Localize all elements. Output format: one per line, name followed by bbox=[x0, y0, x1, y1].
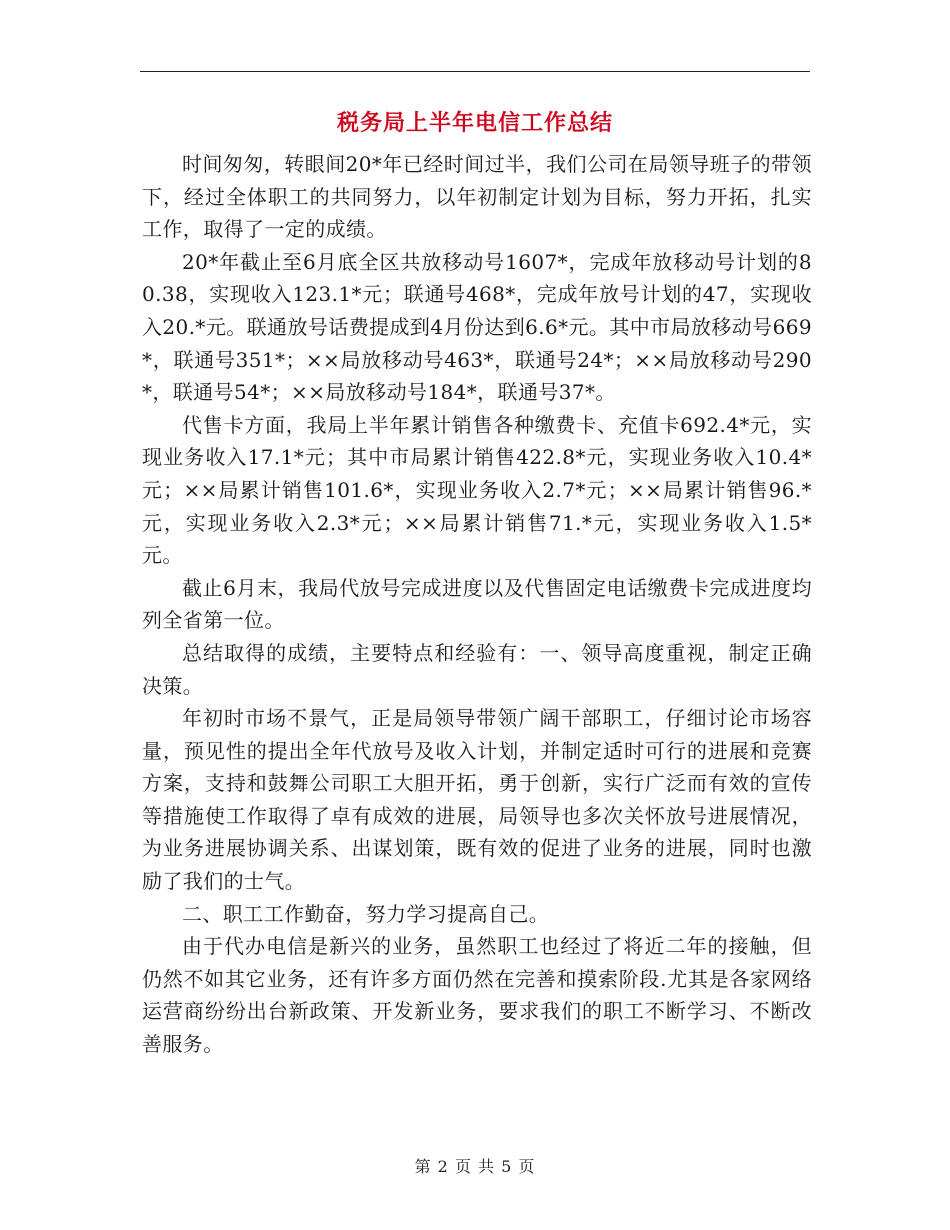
paragraph-8: 由于代办电信是新兴的业务，虽然职工也经过了将近二年的接触，但仍然不如其它业务，还有许多方面仍然在完善和摸索阶段.尤其是各家网络运营商纷纷出台新政策、开发新业务，要求我们的职工不断学习、不断改善服务。 bbox=[142, 934, 812, 1057]
paragraph-4: 截止6月末，我局代放号完成进度以及代售固定电话缴费卡完成进度均列全省第一位。 bbox=[142, 575, 812, 633]
paragraph-7: 二、职工工作勤奋，努力学习提高自己。 bbox=[182, 901, 550, 926]
paragraph-6: 年初时市场不景气，正是局领导带领广阔干部职工，仔细讨论市场容量，预见性的提出全年代放号及收入计划，并制定适时可行的进展和竞赛方案，支持和鼓舞公司职工大胆开拓，勇于创新，实行广泛而有效的宣传等措施使工作取得了卓有成效的进展，局领导也多次关怀放号进展情况，为业务进展协调关系、出谋划策，既有效的促进了业务的进展，同时也激励了我们的士气。 bbox=[142, 706, 812, 894]
header-rule bbox=[140, 71, 810, 72]
page-footer: 第 2 页 共 5 页 bbox=[414, 1157, 536, 1176]
paragraph-1: 时间匆匆，转眼间20*年已经时间过半，我们公司在局领导班子的带领下，经过全体职工的共同努力，以年初制定计划为目标，努力开拓，扎实工作，取得了一定的成绩。 bbox=[142, 152, 812, 242]
paragraph-2: 20*年截止至6月底全区共放移动号1607*，完成年放移动号计划的80.38，实现收入123.1*元；联通号468*，完成年放号计划的47，实现收入20.*元。联通放号话费提成到4月份达到6.6*元。其中市局放移动号669*，联通号351*；××局放移动号463*，联通号24*；××局放移动号290*，联通号54*；××局放移动号184*，联通号37*。 bbox=[142, 249, 812, 405]
document-body bbox=[142, 148, 812, 1061]
document-title: 税务局上半年电信工作总结 bbox=[336, 111, 613, 136]
paragraph-3: 代售卡方面，我局上半年累计销售各种缴费卡、充值卡692.4*元，实现业务收入17.1*元；其中市局累计销售422.8*元，实现业务收入10.4*元；××局累计销售101.6*，实现业务收入2.7*元；××局累计销售96.*元，实现业务收入2.3*元；××局累计销售71.*元，实现业务收入1.5*元。 bbox=[142, 412, 812, 568]
paragraph-5: 总结取得的成绩，主要特点和经验有：一、领导高度重视，制定正确决策。 bbox=[142, 640, 812, 698]
